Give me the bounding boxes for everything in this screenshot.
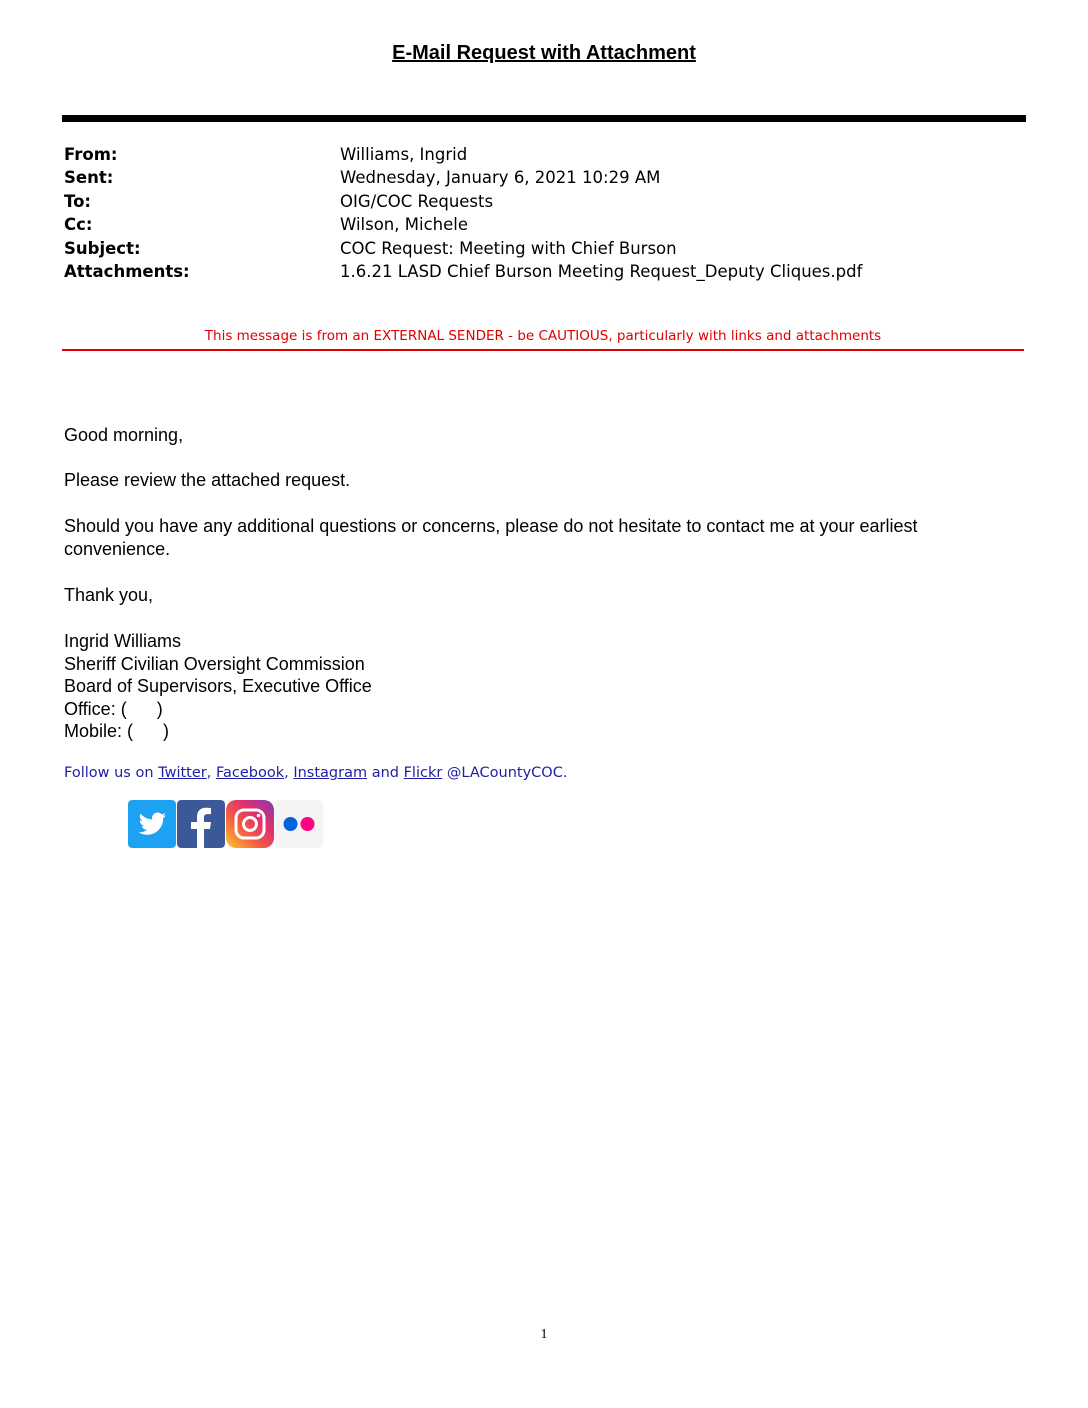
social-handle: @LACountyCOC. xyxy=(442,765,568,781)
header-divider xyxy=(62,115,1026,122)
page-title: E-Mail Request with Attachment xyxy=(392,42,696,64)
separator: , xyxy=(284,765,294,781)
sent-value: Wednesday, January 6, 2021 10:29 AM xyxy=(340,168,661,188)
header-label: To: xyxy=(64,191,91,211)
questions-paragraph: Should you have any additional questions or concerns, please do not hesitate to contact me at your earliest convenience. xyxy=(64,516,918,559)
signature-block xyxy=(64,630,1024,743)
header-to xyxy=(64,190,1024,213)
signature-office: Board of Supervisors, Executive Office xyxy=(64,676,372,696)
header-label: Sent: xyxy=(64,168,114,188)
header-cc xyxy=(64,213,1024,236)
from-value: Williams, Ingrid xyxy=(340,145,468,164)
subject-value: COC Request: Meeting with Chief Burson xyxy=(340,238,677,258)
signature-name: Ingrid Williams xyxy=(64,631,182,651)
page-number: 1 xyxy=(540,1327,548,1342)
flickr-icon[interactable] xyxy=(275,800,323,848)
header-label: Subject: xyxy=(64,238,141,258)
greeting: Good morning, xyxy=(64,425,184,445)
facebook-link[interactable]: Facebook xyxy=(215,765,285,781)
header-attachments xyxy=(64,260,1024,283)
instagram-link[interactable]: Instagram xyxy=(293,765,368,781)
flickr-link[interactable]: Flickr xyxy=(403,765,443,781)
office-phone: Office: ( ) xyxy=(64,698,163,719)
signature-organization: Sheriff Civilian Oversight Commission xyxy=(64,653,365,674)
facebook-icon[interactable] xyxy=(177,800,225,848)
external-sender-warning: This message is from an EXTERNAL SENDER - be CAUTIOUS, particularly with links and attachments xyxy=(204,328,882,344)
header-label: Cc: xyxy=(64,215,93,235)
mobile-phone: Mobile: ( ) xyxy=(64,721,170,741)
cc-value: Wilson, Michele xyxy=(340,215,468,235)
twitter-icon[interactable] xyxy=(128,800,176,848)
twitter-link[interactable]: Twitter xyxy=(158,765,207,781)
instagram-icon[interactable] xyxy=(226,800,274,848)
conjunction: and xyxy=(367,765,404,781)
header-label: From: xyxy=(64,145,118,164)
review-request: Please review the attached request. xyxy=(64,470,351,490)
email-headers xyxy=(64,143,1024,283)
header-subject xyxy=(64,237,1024,260)
social-follow-line xyxy=(64,765,567,781)
header-from xyxy=(64,143,1024,166)
header-label: Attachments: xyxy=(64,261,190,281)
closing: Thank you, xyxy=(64,585,154,605)
to-value: OIG/COC Requests xyxy=(340,191,494,211)
follow-prefix: Follow us on xyxy=(64,765,159,781)
warning-divider xyxy=(62,349,1024,351)
separator: , xyxy=(206,765,216,781)
social-icons xyxy=(128,800,323,848)
header-sent xyxy=(64,166,1024,189)
attachment-link[interactable]: 1.6.21 LASD Chief Burson Meeting Request_Deputy Cliques.pdf xyxy=(340,261,863,281)
